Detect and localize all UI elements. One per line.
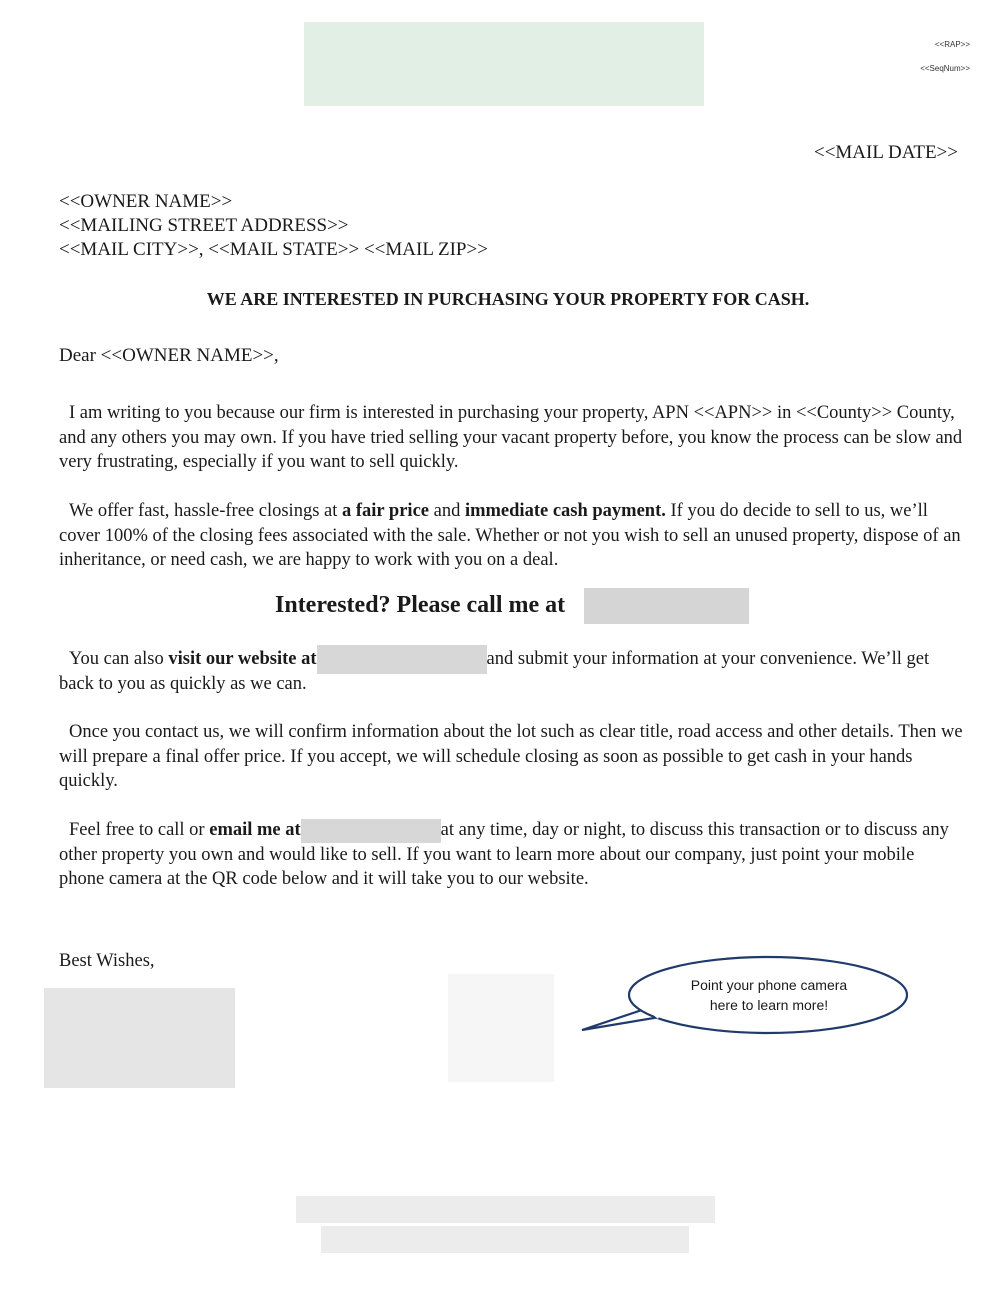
letter-headline: WE ARE INTERESTED IN PURCHASING YOUR PROPERTY FOR CASH. <box>206 289 810 309</box>
sequence-number: <<SeqNum>> <box>920 64 970 73</box>
website-url-redacted <box>317 645 487 674</box>
cash-payment-emphasis: immediate cash payment. <box>464 501 666 521</box>
paragraph-offer: We offer fast, hassle-free closings at a fair price and immediate cash payment. If you do decide to sell to us, we’ll cover 100% of the closing fees associated with the sale. Whether or not you wish to sell an unused property, dispose of an inheritance, or need cash, we are happy to work with you on a deal. <box>59 501 961 570</box>
footer-line-redacted <box>321 1226 689 1253</box>
rap-code: <<RAP>> <box>934 40 970 49</box>
fair-price-emphasis: a fair price <box>342 501 429 521</box>
call-callout: Interested? Please call me at <box>275 592 566 618</box>
qr-code[interactable] <box>448 974 554 1082</box>
signature-redacted <box>44 988 235 1088</box>
salutation: Dear <<OWNER NAME>>, <box>59 345 279 366</box>
paragraph-website: You can also visit our website at and submit your information at your convenience. We’ll get back to you as quickly as we can. <box>59 647 964 696</box>
company-logo-placeholder <box>304 22 704 106</box>
recipient-name: <<OWNER NAME>> <box>59 191 233 212</box>
recipient-city-state-zip: <<MAIL CITY>>, <<MAIL STATE>> <<MAIL ZIP>> <box>59 239 488 260</box>
qr-bubble-text: Point your phone camera here to learn more! <box>690 977 848 1013</box>
closing: Best Wishes, <box>59 951 155 971</box>
footer-line-redacted <box>296 1196 715 1223</box>
phone-number-redacted <box>584 588 749 624</box>
paragraph-contact: Feel free to call or email me at at any time, day or night, to discuss this transaction or to discuss any other property you own and would like to sell. If you want to learn more about our company, just point your mobile phone camera at the QR code below and it will take you to our website. <box>59 820 949 889</box>
email-redacted <box>301 819 441 843</box>
paragraph-intro: I am writing to you because our firm is interested in purchasing your property, APN <<APN>> in <<County>> County, and any others you may own. If you have tried selling your vacant property before, you know the process can be slow and very frustrating, especially if you want to sell quickly. <box>59 403 963 472</box>
paragraph-process: Once you contact us, we will confirm information about the lot such as clear title, road access and other details. Then we will prepare a final offer price. If you accept, we will schedule closing as soon as possible to get cash in your hands quickly. <box>59 722 963 791</box>
recipient-street: <<MAILING STREET ADDRESS>> <box>59 215 349 236</box>
mail-date: <<MAIL DATE>> <box>813 142 958 163</box>
